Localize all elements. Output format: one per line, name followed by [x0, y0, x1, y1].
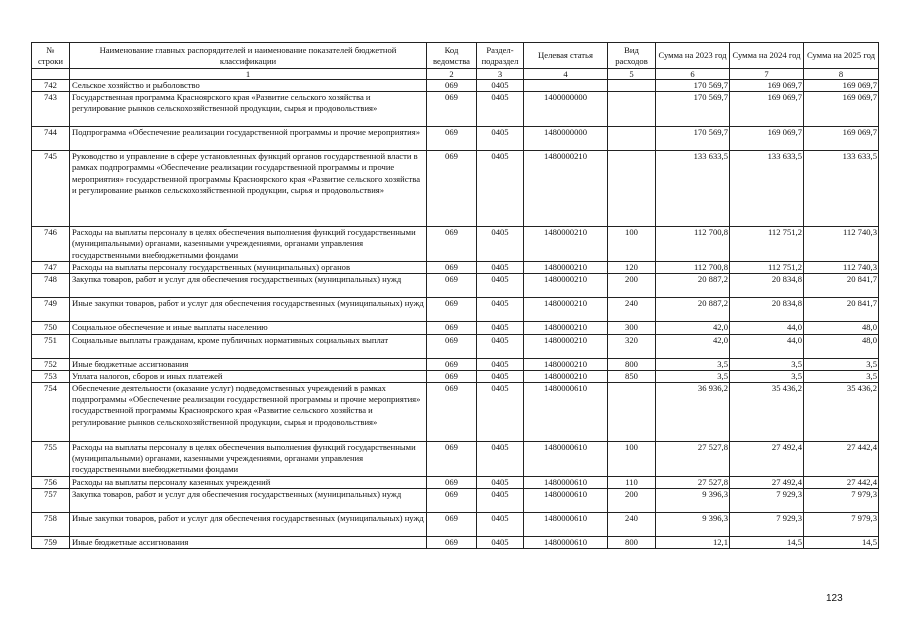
row-sum-2024-cell: 133 633,5 [730, 151, 804, 227]
row-sum-2024-cell: 112 751,2 [730, 262, 804, 274]
column-index-row [32, 69, 879, 80]
header-dept: Код ведомства [427, 43, 477, 69]
row-sum-2025-cell: 169 069,7 [804, 92, 879, 127]
row-sum-2024-cell: 169 069,7 [730, 80, 804, 92]
row-target-cell: 1480000210 [524, 262, 608, 274]
row-dept-cell: 069 [427, 274, 477, 298]
table-row [32, 274, 879, 298]
row-sum-2025-cell: 169 069,7 [804, 80, 879, 92]
row-dept-cell: 069 [427, 298, 477, 322]
row-kind-cell: 200 [608, 274, 656, 298]
row-section-cell: 0405 [477, 370, 524, 382]
column-index-cell: 8 [804, 69, 879, 80]
table-row [32, 370, 879, 382]
budget-table-sheet [31, 42, 878, 549]
row-sum-2024-cell: 3,5 [730, 370, 804, 382]
row-number-cell: 750 [32, 322, 70, 334]
header-section: Раздел-подраздел [477, 43, 524, 69]
row-sum-2024-cell: 20 834,8 [730, 274, 804, 298]
row-sum-2024-cell: 7 929,3 [730, 513, 804, 537]
row-kind-cell: 120 [608, 262, 656, 274]
row-sum-2023-cell: 170 569,7 [656, 80, 730, 92]
row-sum-2023-cell: 27 527,8 [656, 477, 730, 489]
table-row [32, 298, 879, 322]
row-dept-cell: 069 [427, 127, 477, 151]
row-sum-2024-cell: 3,5 [730, 358, 804, 370]
row-name-cell: Подпрограмма «Обеспечение реализации государственной программы и прочие мероприятия» [70, 127, 427, 151]
row-number-cell: 747 [32, 262, 70, 274]
row-name-cell: Расходы на выплаты персоналу в целях обеспечения выполнения функций государственными (муниципальными) органами, казенными учреждениями, органами управления государственными внебюджетными фондами [70, 442, 427, 477]
row-section-cell: 0405 [477, 334, 524, 358]
row-sum-2023-cell: 42,0 [656, 322, 730, 334]
row-kind-cell [608, 92, 656, 127]
row-target-cell: 1480000210 [524, 298, 608, 322]
row-dept-cell: 069 [427, 151, 477, 227]
row-sum-2023-cell: 112 700,8 [656, 262, 730, 274]
table-header-row [32, 43, 879, 69]
page-number: 123 [826, 593, 843, 604]
header-name: Наименование главных распорядителей и наименование показателей бюджетной классификации [70, 43, 427, 69]
table-row [32, 358, 879, 370]
row-number-cell: 749 [32, 298, 70, 322]
row-dept-cell: 069 [427, 92, 477, 127]
row-number-cell: 746 [32, 227, 70, 262]
row-target-cell: 1480000000 [524, 127, 608, 151]
column-index-cell: 2 [427, 69, 477, 80]
row-section-cell: 0405 [477, 151, 524, 227]
table-row [32, 442, 879, 477]
row-sum-2024-cell: 7 929,3 [730, 489, 804, 513]
row-section-cell: 0405 [477, 358, 524, 370]
row-section-cell: 0405 [477, 513, 524, 537]
table-row [32, 80, 879, 92]
row-dept-cell: 069 [427, 262, 477, 274]
row-sum-2023-cell: 20 887,2 [656, 274, 730, 298]
row-sum-2024-cell: 14,5 [730, 537, 804, 549]
row-name-cell: Сельское хозяйство и рыболовство [70, 80, 427, 92]
row-sum-2025-cell: 27 442,4 [804, 442, 879, 477]
column-index-cell: 6 [656, 69, 730, 80]
row-kind-cell: 800 [608, 358, 656, 370]
row-sum-2023-cell: 112 700,8 [656, 227, 730, 262]
row-sum-2023-cell: 42,0 [656, 334, 730, 358]
column-index-cell: 5 [608, 69, 656, 80]
row-target-cell: 1480000210 [524, 358, 608, 370]
row-section-cell: 0405 [477, 298, 524, 322]
row-section-cell: 0405 [477, 274, 524, 298]
row-dept-cell: 069 [427, 537, 477, 549]
row-dept-cell: 069 [427, 358, 477, 370]
row-kind-cell: 100 [608, 227, 656, 262]
row-name-cell: Руководство и управление в сфере установленных функций органов государственной власти в рамках подпрограммы «Обеспечение реализации государственной программы и прочие мероприятия» государственной программы Красноярского края «Развитие сельского хозяйства и регулирование рынков сельскохозяйственной продукции, сырья и продовольствия» [70, 151, 427, 227]
row-sum-2025-cell: 27 442,4 [804, 477, 879, 489]
row-sum-2023-cell: 9 396,3 [656, 513, 730, 537]
row-number-cell: 755 [32, 442, 70, 477]
row-section-cell: 0405 [477, 477, 524, 489]
column-index-cell: 4 [524, 69, 608, 80]
row-sum-2025-cell: 112 740,3 [804, 227, 879, 262]
row-dept-cell: 069 [427, 322, 477, 334]
row-sum-2023-cell: 9 396,3 [656, 489, 730, 513]
table-row [32, 513, 879, 537]
row-name-cell: Социальные выплаты гражданам, кроме публичных нормативных социальных выплат [70, 334, 427, 358]
row-target-cell: 1480000210 [524, 334, 608, 358]
row-sum-2025-cell: 169 069,7 [804, 127, 879, 151]
table-row [32, 383, 879, 442]
row-kind-cell [608, 151, 656, 227]
row-target-cell: 1480000610 [524, 383, 608, 442]
row-sum-2025-cell: 3,5 [804, 358, 879, 370]
row-name-cell: Обеспечение деятельности (оказание услуг) подведомственных учреждений в рамках подпрограммы «Обеспечение реализации государственной программы и прочие мероприятия» государственной программы Красноярского края «Развитие сельского хозяйства и регулирование рынков сельскохозяйственной продукции, сырья и продовольствия» [70, 383, 427, 442]
row-sum-2023-cell: 20 887,2 [656, 298, 730, 322]
header-target: Целевая статья [524, 43, 608, 69]
table-row [32, 477, 879, 489]
row-kind-cell [608, 383, 656, 442]
row-target-cell: 1480000610 [524, 442, 608, 477]
row-sum-2024-cell: 169 069,7 [730, 92, 804, 127]
row-sum-2023-cell: 170 569,7 [656, 92, 730, 127]
row-sum-2023-cell: 170 569,7 [656, 127, 730, 151]
row-number-cell: 743 [32, 92, 70, 127]
row-sum-2025-cell: 7 979,3 [804, 513, 879, 537]
table-row [32, 322, 879, 334]
row-name-cell: Уплата налогов, сборов и иных платежей [70, 370, 427, 382]
table-row [32, 127, 879, 151]
table-row [32, 92, 879, 127]
row-number-cell: 748 [32, 274, 70, 298]
header-sum-2024: Сумма на 2024 год [730, 43, 804, 69]
row-name-cell: Расходы на выплаты персоналу в целях обеспечения выполнения функций государственными (муниципальными) органами, казенными учреждениями, органами управления государственными внебюджетными фондами [70, 227, 427, 262]
row-section-cell: 0405 [477, 227, 524, 262]
row-dept-cell: 069 [427, 227, 477, 262]
table-row [32, 227, 879, 262]
row-sum-2025-cell: 112 740,3 [804, 262, 879, 274]
row-sum-2024-cell: 35 436,2 [730, 383, 804, 442]
header-sum-2025: Сумма на 2025 год [804, 43, 879, 69]
row-sum-2025-cell: 7 979,3 [804, 489, 879, 513]
row-sum-2025-cell: 35 436,2 [804, 383, 879, 442]
row-sum-2024-cell: 20 834,8 [730, 298, 804, 322]
row-sum-2023-cell: 36 936,2 [656, 383, 730, 442]
row-sum-2024-cell: 112 751,2 [730, 227, 804, 262]
row-target-cell: 1480000210 [524, 370, 608, 382]
row-kind-cell: 240 [608, 513, 656, 537]
row-number-cell: 744 [32, 127, 70, 151]
row-dept-cell: 069 [427, 383, 477, 442]
row-kind-cell: 200 [608, 489, 656, 513]
row-name-cell: Закупка товаров, работ и услуг для обеспечения государственных (муниципальных) нужд [70, 274, 427, 298]
row-sum-2025-cell: 20 841,7 [804, 298, 879, 322]
header-kind: Вид расходов [608, 43, 656, 69]
row-dept-cell: 069 [427, 334, 477, 358]
row-number-cell: 759 [32, 537, 70, 549]
row-number-cell: 756 [32, 477, 70, 489]
header-sum-2023: Сумма на 2023 год [656, 43, 730, 69]
row-name-cell: Иные бюджетные ассигнования [70, 537, 427, 549]
row-sum-2023-cell: 27 527,8 [656, 442, 730, 477]
row-sum-2025-cell: 3,5 [804, 370, 879, 382]
row-section-cell: 0405 [477, 80, 524, 92]
row-sum-2025-cell: 133 633,5 [804, 151, 879, 227]
row-dept-cell: 069 [427, 442, 477, 477]
row-section-cell: 0405 [477, 489, 524, 513]
row-sum-2024-cell: 44,0 [730, 322, 804, 334]
row-name-cell: Закупка товаров, работ и услуг для обеспечения государственных (муниципальных) нужд [70, 489, 427, 513]
row-sum-2023-cell: 133 633,5 [656, 151, 730, 227]
row-name-cell: Государственная программа Красноярского края «Развитие сельского хозяйства и регулирование рынков сельскохозяйственной продукции, сырья и продовольствия» [70, 92, 427, 127]
table-row [32, 334, 879, 358]
column-index-cell [32, 69, 70, 80]
header-num: № строки [32, 43, 70, 69]
row-target-cell: 1480000610 [524, 489, 608, 513]
row-kind-cell: 110 [608, 477, 656, 489]
row-number-cell: 757 [32, 489, 70, 513]
row-number-cell: 758 [32, 513, 70, 537]
row-number-cell: 751 [32, 334, 70, 358]
row-number-cell: 742 [32, 80, 70, 92]
row-target-cell: 1480000210 [524, 227, 608, 262]
table-row [32, 489, 879, 513]
row-sum-2025-cell: 20 841,7 [804, 274, 879, 298]
row-name-cell: Иные закупки товаров, работ и услуг для обеспечения государственных (муниципальных) нужд [70, 513, 427, 537]
row-sum-2024-cell: 169 069,7 [730, 127, 804, 151]
row-sum-2025-cell: 48,0 [804, 334, 879, 358]
table-row [32, 262, 879, 274]
row-section-cell: 0405 [477, 92, 524, 127]
row-number-cell: 752 [32, 358, 70, 370]
row-kind-cell: 300 [608, 322, 656, 334]
row-target-cell: 1400000000 [524, 92, 608, 127]
row-section-cell: 0405 [477, 442, 524, 477]
row-target-cell: 1480000210 [524, 151, 608, 227]
row-name-cell: Иные закупки товаров, работ и услуг для обеспечения государственных (муниципальных) нужд [70, 298, 427, 322]
row-kind-cell: 100 [608, 442, 656, 477]
row-target-cell: 1480000610 [524, 513, 608, 537]
row-section-cell: 0405 [477, 322, 524, 334]
row-target-cell: 1480000610 [524, 537, 608, 549]
row-sum-2025-cell: 14,5 [804, 537, 879, 549]
row-sum-2023-cell: 3,5 [656, 370, 730, 382]
row-number-cell: 754 [32, 383, 70, 442]
row-kind-cell: 320 [608, 334, 656, 358]
row-kind-cell: 240 [608, 298, 656, 322]
row-number-cell: 753 [32, 370, 70, 382]
row-sum-2024-cell: 27 492,4 [730, 477, 804, 489]
table-row [32, 537, 879, 549]
row-dept-cell: 069 [427, 370, 477, 382]
row-section-cell: 0405 [477, 127, 524, 151]
row-kind-cell: 800 [608, 537, 656, 549]
row-sum-2023-cell: 12,1 [656, 537, 730, 549]
row-target-cell [524, 80, 608, 92]
row-section-cell: 0405 [477, 383, 524, 442]
row-target-cell: 1480000610 [524, 477, 608, 489]
table-row [32, 151, 879, 227]
row-sum-2024-cell: 27 492,4 [730, 442, 804, 477]
row-target-cell: 1480000210 [524, 274, 608, 298]
row-kind-cell [608, 80, 656, 92]
row-name-cell: Социальное обеспечение и иные выплаты населению [70, 322, 427, 334]
row-dept-cell: 069 [427, 513, 477, 537]
row-dept-cell: 069 [427, 80, 477, 92]
row-sum-2023-cell: 3,5 [656, 358, 730, 370]
column-index-cell: 1 [70, 69, 427, 80]
column-index-cell: 7 [730, 69, 804, 80]
budget-table [31, 42, 879, 549]
row-name-cell: Расходы на выплаты персоналу государственных (муниципальных) органов [70, 262, 427, 274]
row-kind-cell: 850 [608, 370, 656, 382]
row-number-cell: 745 [32, 151, 70, 227]
row-section-cell: 0405 [477, 262, 524, 274]
column-index-cell: 3 [477, 69, 524, 80]
table-body [32, 80, 879, 549]
row-target-cell: 1480000210 [524, 322, 608, 334]
row-sum-2024-cell: 44,0 [730, 334, 804, 358]
row-name-cell: Иные бюджетные ассигнования [70, 358, 427, 370]
row-section-cell: 0405 [477, 537, 524, 549]
row-dept-cell: 069 [427, 489, 477, 513]
row-dept-cell: 069 [427, 477, 477, 489]
row-name-cell: Расходы на выплаты персоналу казенных учреждений [70, 477, 427, 489]
row-sum-2025-cell: 48,0 [804, 322, 879, 334]
row-kind-cell [608, 127, 656, 151]
